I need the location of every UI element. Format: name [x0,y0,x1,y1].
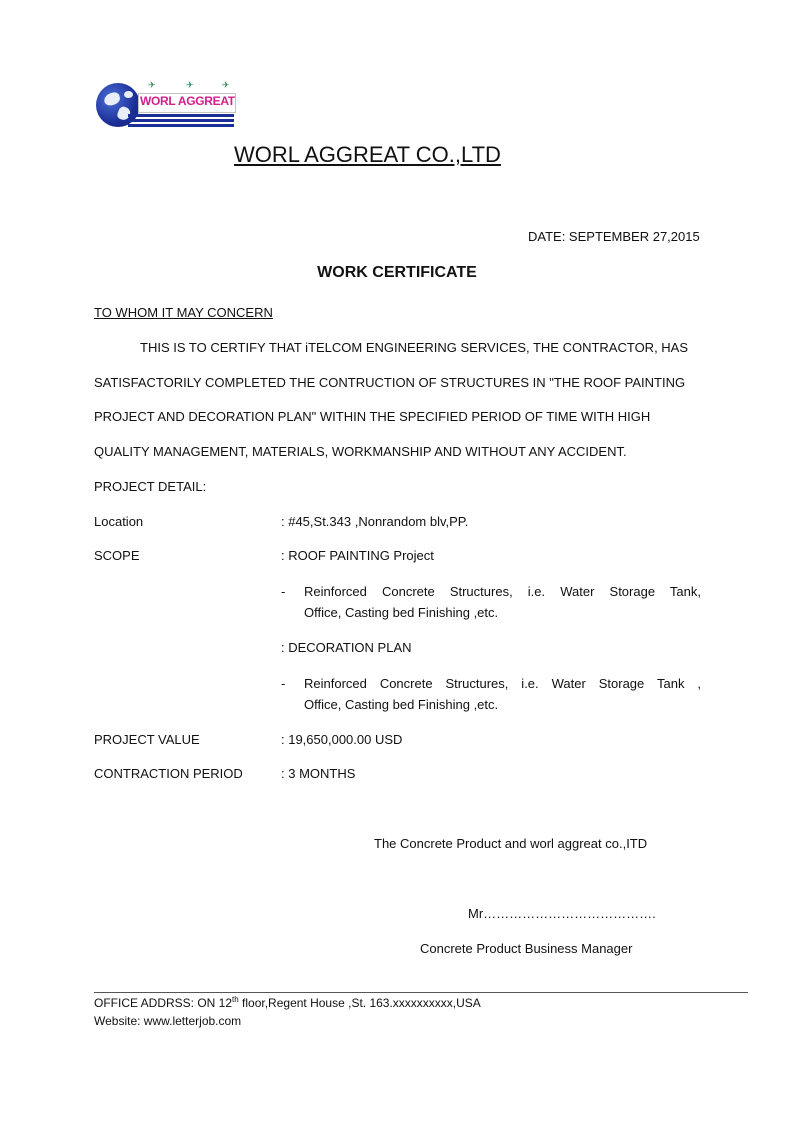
body-line: QUALITY MANAGEMENT, MATERIALS, WORKMANSHIP AND WITHOUT ANY ACCIDENT. [94,444,627,459]
signature-name: Mr…………………………………. [468,906,656,921]
location-label: Location [94,514,144,529]
scope-bullet-line: Reinforced Concrete Structures, i.e. Water Storage Tank , [304,676,701,691]
project-value-label: PROJECT VALUE [94,732,200,747]
logo-text: WORL AGGREAT [140,94,235,108]
footer-divider [94,992,748,993]
scope-item: : ROOF PAINTING Project [281,548,434,563]
project-value: : 19,650,000.00 USD [281,732,403,747]
company-logo [96,80,238,132]
footer-website: Website: www.letterjob.com [94,1014,242,1028]
certificate-date: DATE: SEPTEMBER 27,2015 [528,229,700,244]
bullet-dash: - [281,584,286,599]
bird-icon: ✈ [222,80,230,90]
contraction-period-value: : 3 MONTHS [281,766,356,781]
bullet-dash: - [281,676,286,691]
signature-role: Concrete Product Business Manager [420,941,633,956]
scope-label: SCOPE [94,548,140,563]
company-name: WORL AGGREAT CO.,LTD [234,142,501,167]
project-detail-heading: PROJECT DETAIL: [94,479,207,494]
scope-bullet-line: Office, Casting bed Finishing ,etc. [304,605,499,620]
location-value: : #45,St.343 ,Nonrandom blv,PP. [281,514,469,529]
footer-address: OFFICE ADDRSS: ON 12th floor,Regent House ,St. 163.xxxxxxxxxx,USA [94,995,481,1010]
salutation: TO WHOM IT MAY CONCERN [94,305,273,320]
contraction-period-label: CONTRACTION PERIOD [94,766,243,781]
body-line: THIS IS TO CERTIFY THAT iTELCOM ENGINEERING SERVICES, THE CONTRACTOR, HAS [140,340,689,355]
bird-icon: ✈ [186,80,194,90]
scope-item: : DECORATION PLAN [281,640,412,655]
certificate-title: WORK CERTIFICATE [317,264,477,281]
body-line: SATISFACTORILY COMPLETED THE CONTRUCTION OF STRUCTURES IN "THE ROOF PAINTING [94,375,686,390]
body-line: PROJECT AND DECORATION PLAN" WITHIN THE SPECIFIED PERIOD OF TIME WITH HIGH [94,409,651,424]
scope-bullet-line: Office, Casting bed Finishing ,etc. [304,697,499,712]
scope-bullet-line: Reinforced Concrete Structures, i.e. Water Storage Tank, [304,584,701,599]
bird-icon: ✈ [148,80,156,90]
signature-company: The Concrete Product and worl aggreat co.,ITD [374,836,648,851]
